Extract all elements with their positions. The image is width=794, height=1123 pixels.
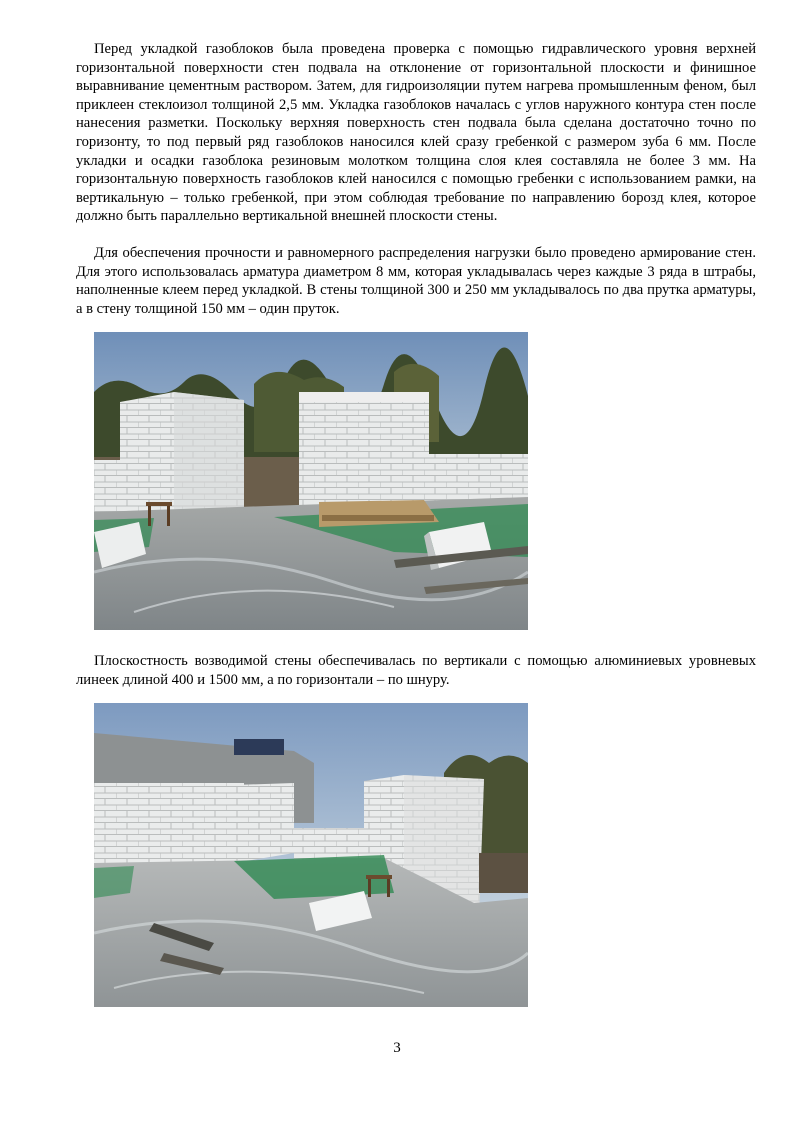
paragraph-gas-block-laying: Перед укладкой газоблоков была проведена проверка с помощью гидравлического уровня верхней горизонтальной поверхности стен подвала на отклонение от горизонтальной плоскости и финишное выравнивание цементным раствором. Затем, для гидроизоляции путем нагрева промышленным феном, был приклеен стеклоизол толщиной 2,5 мм. Укладка газоблоков началась с углов наружного контура стен после нанесения разметки. Поскольку верхняя поверхность стен подвала была сделана достаточно точно по горизонту, то под первый ряд газоблоков наносился клей сразу гребенкой с размером зуба 6 мм. После укладки и осадки газоблока резиновым молотком толщина слоя клея составляла не более 3 мм. На горизонтальную поверхность газоблоков клей наносился с помощью гребенки с использованием рамки, на вертикальную – только гребенкой, при этом соблюдая требование по направлению борозд клея, которое должно быть параллельно вертикальной внешней плоскости стены. — [76, 41, 756, 225]
photo-gas-block-walls-opening — [94, 703, 528, 1007]
paragraph-wall-reinforcement: Для обеспечения прочности и равномерного распределения нагрузки было проведено армирование стен. Для этого использовалась арматура диаметром 8 мм, которая укладывалась через каждые 3 ряда в штрабы, наполненные клеем перед укладкой. В стены толщиной 300 и 250 мм укладывалось по два прутка арматуры, а в стену толщиной 150 мм – один пруток. — [76, 245, 756, 317]
page-number: 3 — [393, 1040, 401, 1056]
photo-gas-block-walls-corner — [94, 332, 528, 630]
paragraph-wall-flatness: Плоскостность возводимой стены обеспечивалась по вертикали с помощью алюминиевых уровневых линеек длиной 400 и 1500 мм, а по горизонтали – по шнуру. — [76, 653, 756, 688]
